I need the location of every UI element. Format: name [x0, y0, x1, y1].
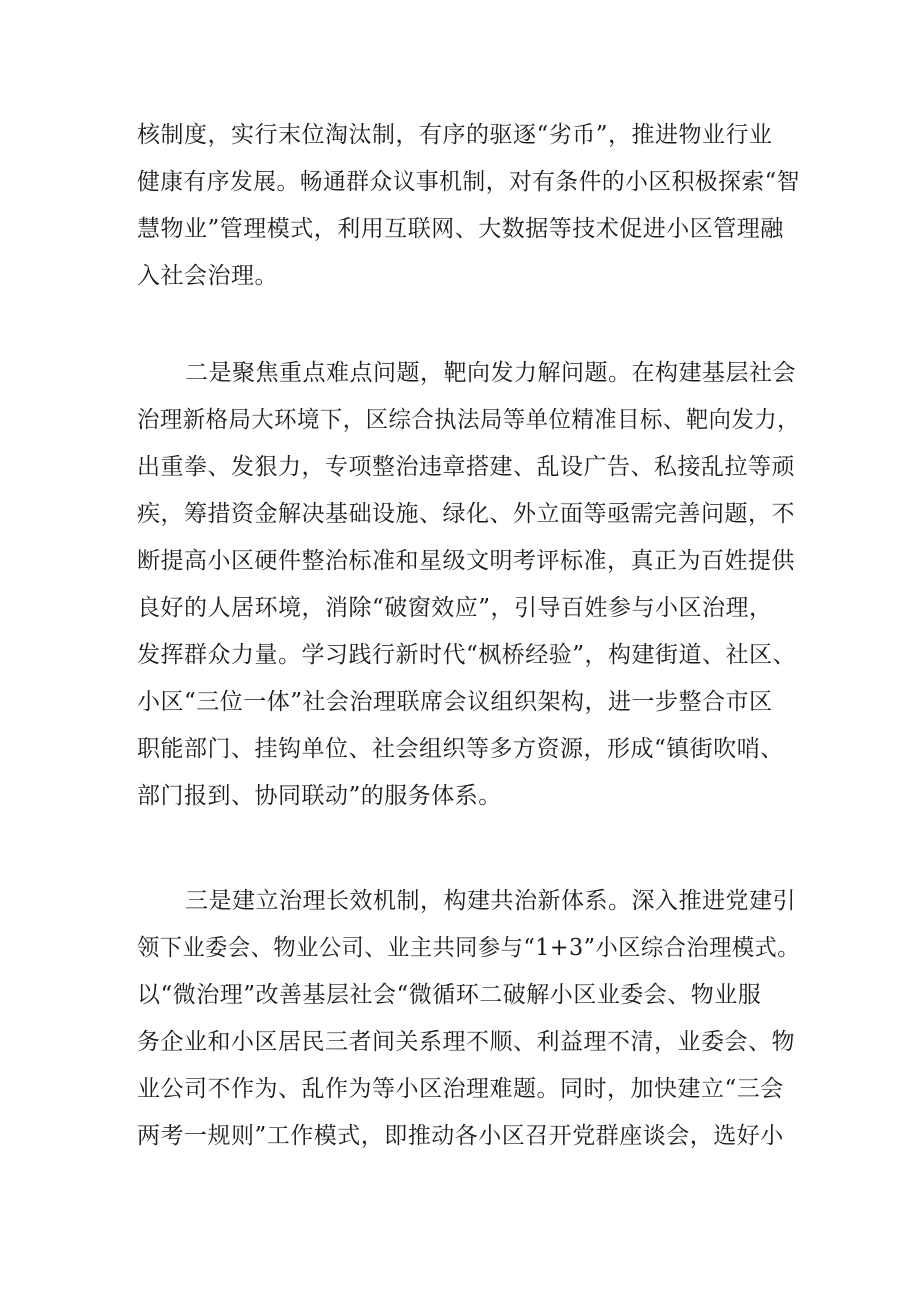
text-line: 领下业委会、物业公司、业主共同参与“1+3”小区综合治理模式。	[137, 935, 801, 961]
text-line: 疾，筹措资金解决基础设施、绿化、外立面等亟需完善问题，不	[137, 501, 795, 527]
text-line: 职能部门、挂钩单位、社会组织等多方资源，形成“镇街吹哨、	[137, 736, 784, 762]
text-line: 小区“三位一体”社会治理联席会议组织架构，进一步整合市区	[137, 689, 773, 715]
text-line-indented: 二是聚焦重点难点问题，靶向发力解问题。在构建基层社会	[185, 360, 796, 386]
text-line: 慧物业”管理模式，利用互联网、大数据等技术促进小区管理融	[137, 216, 784, 242]
text-line: 两考一规则”工作模式，即推动各小区召开党群座谈会，选好小	[137, 1123, 784, 1149]
text-line: 核制度，实行末位淘汰制，有序的驱逐“劣币”，推进物业行业	[137, 122, 773, 148]
text-line: 治理新格局大环境下，区综合执法局等单位精准目标、靶向发力，	[137, 407, 801, 433]
text-line: 入社会治理。	[137, 263, 278, 289]
text-line: 断提高小区硬件整治标准和星级文明考评标准，真正为百姓提供	[137, 548, 795, 574]
text-line: 良好的人居环境，消除“破窗效应”，引导百姓参与小区治理，	[137, 595, 773, 621]
text-line: 业公司不作为、乱作为等小区治理难题。同时，加快建立“三会	[137, 1076, 784, 1102]
text-line: 务企业和小区居民三者间关系理不顺、利益理不清，业委会、物	[137, 1029, 795, 1055]
text-line: 部门报到、协同联动”的服务体系。	[137, 783, 502, 809]
text-line: 发挥群众力量。学习践行新时代“枫桥经验”，构建街道、社区、	[137, 642, 797, 668]
text-line: 健康有序发展。畅通群众议事机制，对有条件的小区积极探索“智	[137, 169, 801, 195]
text-line: 以“微治理”改善基层社会“微循环二破解小区业委会、物业服	[137, 982, 762, 1008]
text-line: 出重拳、发狠力，专项整治违章搭建、乱设广告、私接乱拉等顽	[137, 454, 795, 480]
text-line-indented: 三是建立治理长效机制，构建共治新体系。深入推进党建引	[185, 888, 796, 914]
